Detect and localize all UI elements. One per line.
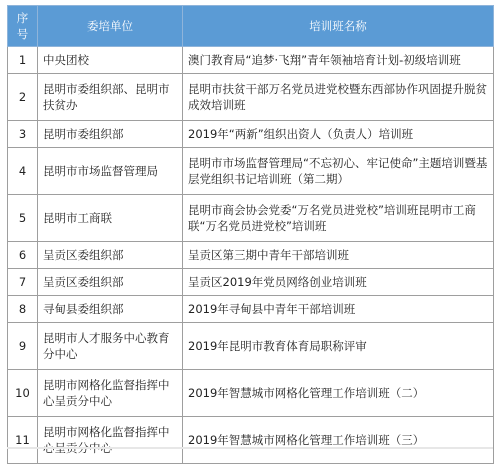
table-row: [8, 121, 494, 148]
row-unit: 寻甸县委组织部: [38, 296, 183, 323]
row-index: 1: [8, 47, 38, 74]
row-index: 3: [8, 121, 38, 148]
bottom-divider: [7, 447, 493, 449]
table-row: [8, 148, 494, 195]
header-index: [8, 6, 38, 47]
row-course: 昆明市扶贫干部万名党员进党校暨东西部协作巩固提升脱贫成效培训班: [183, 74, 494, 121]
row-index: 5: [8, 195, 38, 242]
row-unit: 昆明市网格化监督指挥中: [38, 417, 183, 464]
table-row: [8, 417, 494, 464]
row-unit: 昆明市人才服务中心教育分中心: [38, 323, 183, 370]
row-unit: 昆明市委组织部、昆明市扶贫办: [38, 74, 183, 121]
row-index: 7: [8, 269, 38, 296]
row-course: 2019年寻甸县中青年干部培训班: [183, 296, 494, 323]
row-unit: 昆明市工商联: [38, 195, 183, 242]
table-row: [8, 195, 494, 242]
row-unit: 昆明市网格化监督指挥中心呈贡分中心: [38, 370, 183, 417]
table-header-row: [8, 6, 494, 47]
row-course: 呈贡区2019年党员网络创业培训班: [183, 269, 494, 296]
row-unit: 呈贡区委组织部: [38, 269, 183, 296]
table-row: [8, 323, 494, 370]
table-row: [8, 296, 494, 323]
row-course: 呈贡区第三期中青年干部培训班: [183, 242, 494, 269]
row-course: 2019年智慧城市网格化管理工作培训班（二）: [183, 370, 494, 417]
row-course: 昆明市市场监督管理局“不忘初心、牢记使命”主题培训暨基层党组织书记培训班（第二期）: [183, 148, 494, 195]
table-row: [8, 74, 494, 121]
row-unit: 昆明市委组织部: [38, 121, 183, 148]
training-table: [7, 5, 494, 464]
row-index: 8: [8, 296, 38, 323]
row-course: 澳门教育局“追梦·飞翔”青年领袖培育计划-初级培训班: [183, 47, 494, 74]
table-row: [8, 242, 494, 269]
row-index: 6: [8, 242, 38, 269]
row-index: 10: [8, 370, 38, 417]
table-row: [8, 269, 494, 296]
table-row: [8, 47, 494, 74]
row-index: 4: [8, 148, 38, 195]
table-row: [8, 370, 494, 417]
row-index: 9: [8, 323, 38, 370]
training-table-container: [7, 5, 493, 464]
row-unit: 昆明市市场监督管理局: [38, 148, 183, 195]
header-index-label: 序 号: [16, 11, 29, 41]
row-course: 2019年昆明市教育体育局职称评审: [183, 323, 494, 370]
header-unit: 委培单位: [38, 6, 183, 47]
row-course: 昆明市商会协会党委“万名党员进党校”培训班昆明市工商联“万名党员进党校”培训班: [183, 195, 494, 242]
row-unit: 呈贡区委组织部: [38, 242, 183, 269]
row-index: 2: [8, 74, 38, 121]
row-index: 11: [8, 417, 38, 464]
row-course: 2019年“两新”组织出资人（负责人）培训班: [183, 121, 494, 148]
header-course: 培训班名称: [183, 6, 494, 47]
row-course: 2019年智慧城市网格化管理工作培训班（三）: [183, 417, 494, 464]
row-unit: 中央团校: [38, 47, 183, 74]
